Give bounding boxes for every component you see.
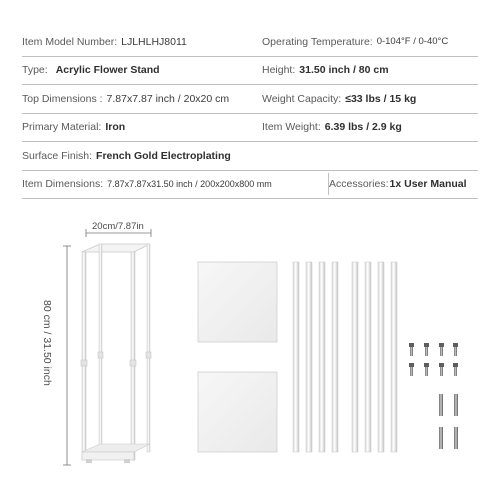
- rod-back-right: [147, 244, 150, 452]
- surface-finish-cell: [22, 150, 478, 162]
- item-weight-value: 6.39 lbs / 2.9 kg: [324, 121, 402, 134]
- acrylic-panels: [198, 262, 277, 452]
- top-dimensions-cell: [22, 93, 262, 105]
- rod-back-left: [99, 244, 102, 452]
- type-label: Type:: [22, 64, 48, 77]
- spec-row-surface-finish: [22, 142, 478, 171]
- item-model-value: LJLHLHJ8011: [121, 35, 187, 48]
- product-illustration: [0, 210, 500, 500]
- operating-temperature-label: Operating Temperature:: [262, 35, 373, 48]
- spec-row-top-dimensions: [22, 85, 478, 114]
- operating-temperature-cell: [262, 36, 478, 48]
- item-dimensions-cell: [22, 178, 328, 190]
- type-cell: [22, 64, 262, 76]
- acrylic-panel-top: [198, 262, 277, 342]
- primary-material-cell: [22, 121, 262, 133]
- height-value: 31.50 inch / 80 cm: [299, 64, 389, 77]
- height-label: Height:: [262, 64, 296, 77]
- connectors: [439, 394, 458, 449]
- rod-front-right: [131, 252, 135, 460]
- weight-capacity-value: ≤33 lbs / 15 kg: [345, 92, 417, 105]
- accessories-label: Accessories:: [329, 178, 389, 191]
- base-plate: [82, 444, 150, 452]
- rod-front-left: [82, 252, 86, 460]
- spec-row-material: [22, 114, 478, 143]
- surface-finish-value: French Gold Electroplating: [96, 149, 231, 162]
- rods-group-left: [293, 262, 338, 452]
- spec-row-type: [22, 57, 478, 86]
- item-dimensions-label: Item Dimensions:: [22, 178, 104, 191]
- item-weight-cell: [262, 121, 478, 133]
- primary-material-value: Iron: [105, 121, 126, 134]
- spec-table: [22, 28, 478, 199]
- acrylic-panel-bottom: [198, 372, 277, 452]
- spec-row-item-dimensions: [22, 171, 478, 200]
- item-dimensions-value: 7.87x7.87x31.50 inch / 200x200x800 mm: [107, 179, 272, 190]
- top-dimensions-value: 7.87x7.87 inch / 20x20 cm: [106, 92, 230, 105]
- top-frame: [82, 244, 150, 252]
- surface-finish-label: Surface Finish:: [22, 149, 93, 162]
- height-cell: [262, 64, 478, 76]
- primary-material-label: Primary Material:: [22, 121, 102, 134]
- item-model-label: Item Model Number:: [22, 35, 118, 48]
- weight-capacity-label: Weight Capacity:: [262, 92, 342, 105]
- rods-group-right: [352, 262, 397, 452]
- width-label: 20cm/7.87in: [92, 221, 144, 232]
- operating-temperature-value: 0-104°F / 0-40°C: [376, 36, 449, 48]
- type-value: Acrylic Flower Stand: [55, 64, 160, 77]
- height-label: 80 cm / 31.50 inch: [41, 300, 53, 386]
- item-weight-label: Item Weight:: [262, 121, 321, 134]
- spec-row-model: [22, 28, 478, 57]
- item-model-cell: [22, 36, 262, 48]
- accessories-value: 1x User Manual: [389, 178, 467, 191]
- top-dimensions-label: Top Dimensions :: [22, 92, 103, 105]
- weight-capacity-cell: [262, 93, 478, 105]
- accessories-cell: [329, 178, 478, 190]
- assembled-stand: [41, 221, 151, 465]
- screws: [409, 343, 458, 449]
